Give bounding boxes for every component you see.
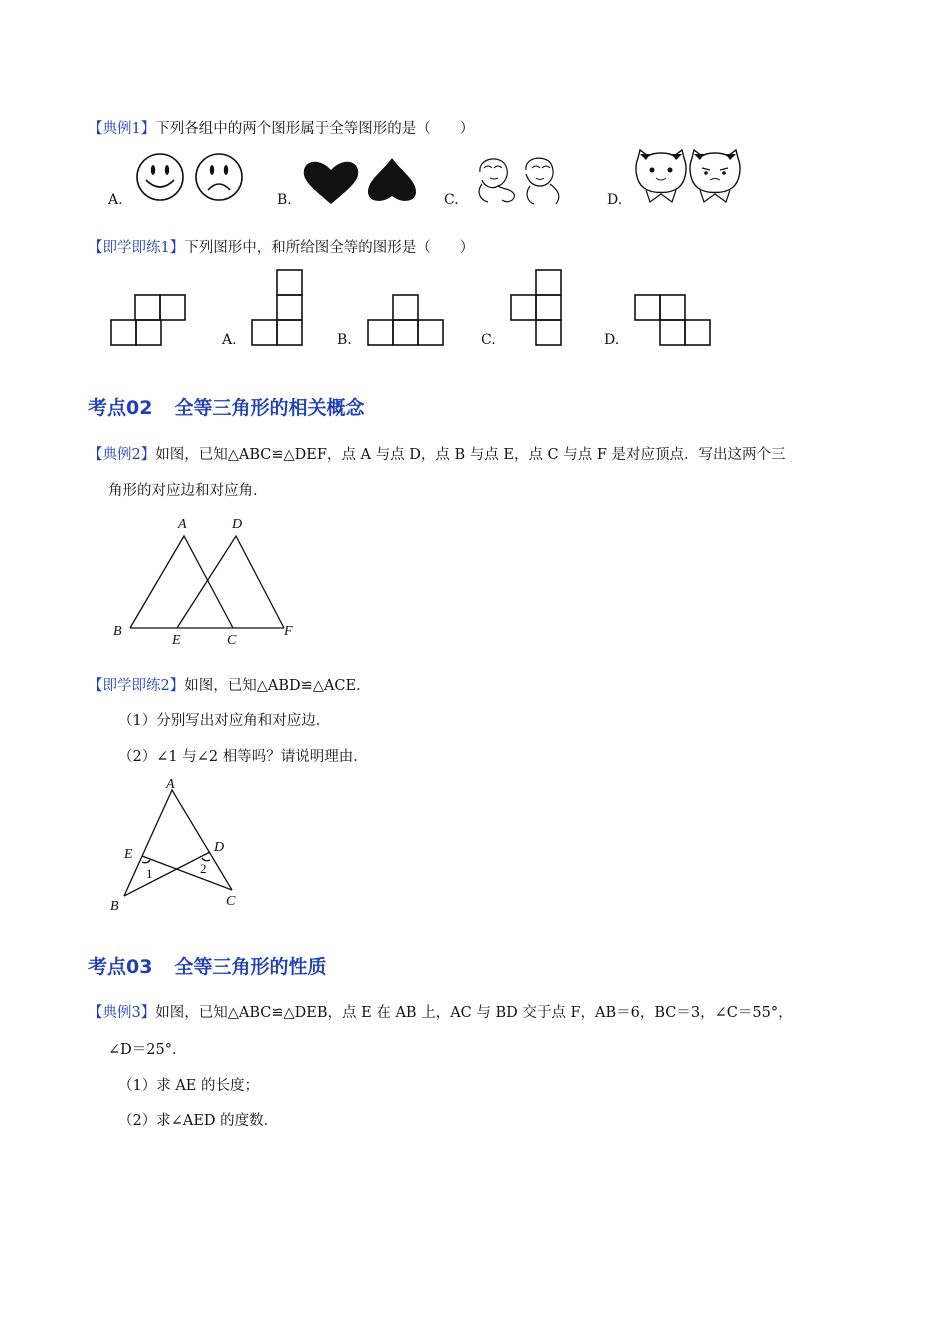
vertex-label-d: D — [214, 840, 225, 855]
triangle-abd-ace-figure — [104, 774, 254, 914]
section-03-code: 考点03 — [88, 956, 153, 978]
example-1-question: 【典例1】下列各组中的两个图形属于全等图形的是（ ） — [88, 121, 475, 137]
practice-2-part-2: （2）∠1 与∠2 相等吗？请说明理由． — [118, 749, 368, 765]
option-b-grid-figure — [367, 294, 447, 348]
example-1-option-b: B. — [277, 192, 292, 208]
angle-label-1: 1 — [146, 866, 153, 881]
vertex-label-d: D — [232, 517, 243, 532]
example-1-option-d: D. — [607, 192, 623, 208]
smiley-faces-figure — [136, 152, 246, 204]
section-02-heading — [88, 393, 364, 420]
example-2-tag: 典例2 — [102, 447, 141, 463]
practice-1-option-b: B. — [337, 332, 352, 348]
vertex-label-c: C — [227, 633, 237, 648]
option-a-grid-figure — [251, 269, 307, 347]
vertex-label-e: E — [172, 633, 181, 648]
practice-1-question: 【即学即练1】下列图形中，和所给图全等的图形是（ ） — [88, 240, 475, 256]
vertex-label-b: B — [110, 899, 119, 914]
example-2-question: 【典例2】如图，已知△ABC≌△DEF，点 A 与点 D，点 B 与点 E，点 C 与点 F 是对应顶点．写出这两个三 — [88, 447, 786, 463]
example-3-line-2: ∠D＝25°． — [108, 1042, 187, 1058]
section-02-code: 考点02 — [88, 397, 153, 419]
vertex-label-b: B — [113, 624, 122, 639]
practice-1-text: 下列图形中，和所给图全等的图形是（ ） — [184, 240, 475, 256]
option-d-grid-figure — [634, 294, 714, 348]
example-2-line-2: 角形的对应边和对应角． — [108, 483, 268, 499]
example-3-question: 【典例3】如图，已知△ABC≌△DEB，点 E 在 AB 上，AC 与 BD 交于点 F，AB＝6，BC＝3，∠C＝55°， — [88, 1005, 793, 1021]
example-1-option-c: C. — [444, 192, 459, 208]
vertex-label-f: F — [284, 624, 293, 639]
practice-2-question: 【即学即练2】如图，已知△ABD≌△ACE． — [88, 678, 371, 694]
triangles-abc-def-figure — [110, 512, 310, 652]
section-03-title: 全等三角形的性质 — [174, 956, 327, 978]
cartoon-cats-figure — [634, 148, 744, 206]
option-c-grid-figure — [510, 269, 566, 347]
vertex-label-a: A — [166, 777, 175, 792]
vertex-label-a: A — [178, 517, 187, 532]
cartoon-people-figure — [470, 150, 570, 206]
example-3-line-1: 如图，已知△ABC≌△DEB，点 E 在 AB 上，AC 与 BD 交于点 F，AB＝6，BC＝3，∠C＝55°， — [155, 1005, 793, 1021]
practice-2-part-1: （1）分别写出对应角和对应边． — [118, 713, 331, 729]
hearts-figure — [302, 158, 422, 208]
example-1-text: 下列各组中的两个图形属于全等图形的是（ ） — [155, 121, 475, 137]
vertex-label-c: C — [226, 894, 236, 909]
section-03-heading — [88, 952, 326, 979]
practice-1-option-c: C. — [481, 332, 496, 348]
example-1-option-a: A. — [108, 192, 123, 208]
example-3-part-1: （1）求 AE 的长度； — [118, 1078, 259, 1094]
given-grid-figure — [110, 294, 190, 348]
practice-1-option-d: D. — [604, 332, 620, 348]
example-2-line-1: 如图，已知△ABC≌△DEF，点 A 与点 D，点 B 与点 E，点 C 与点 F 是对应顶点．写出这两个三 — [155, 447, 786, 463]
vertex-label-e: E — [124, 847, 133, 862]
practice-2-tag: 即学即练2 — [102, 678, 170, 694]
example-1-tag: 典例1 — [102, 121, 141, 137]
example-3-tag: 典例3 — [102, 1005, 141, 1021]
angle-label-2: 2 — [200, 861, 207, 876]
practice-1-option-a: A. — [222, 332, 237, 348]
practice-2-text: 如图，已知△ABD≌△ACE． — [184, 678, 371, 694]
example-3-part-2: （2）求∠AED 的度数． — [118, 1113, 279, 1129]
practice-1-tag: 即学即练1 — [102, 240, 170, 256]
section-02-title: 全等三角形的相关概念 — [174, 397, 365, 419]
